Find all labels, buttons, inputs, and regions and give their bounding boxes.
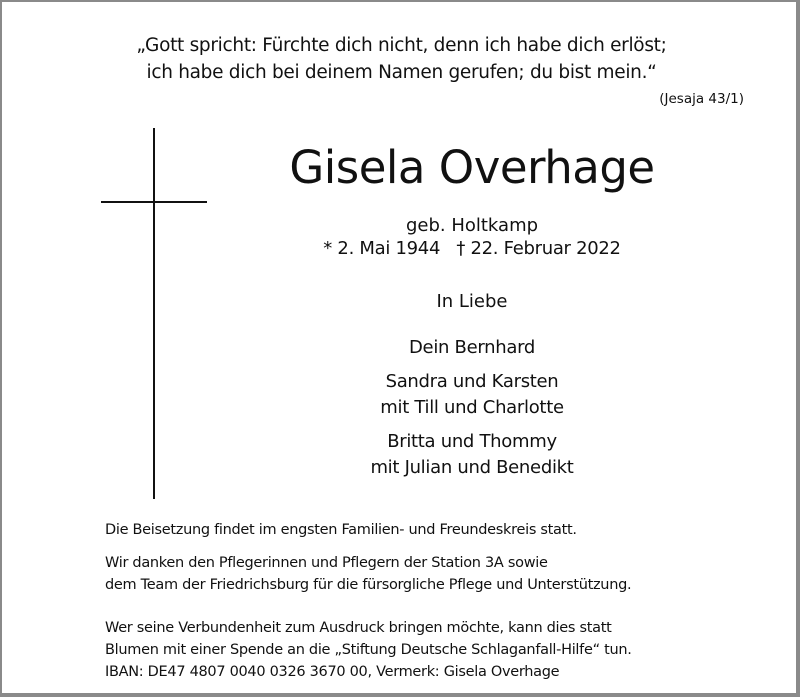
notice-line: Wer seine Verbundenheit zum Ausdruck bringen möchte, kann dies statt bbox=[105, 620, 612, 636]
life-dates: * 2. Mai 1944 † 22. Februar 2022 bbox=[323, 238, 621, 259]
funeral-notice bbox=[105, 519, 577, 541]
notice-line: Wir danken den Pflegerinnen und Pflegern der Station 3A sowie bbox=[105, 555, 548, 571]
bible-quote bbox=[89, 32, 714, 86]
mourner-line: Britta und Thommy bbox=[387, 431, 557, 452]
quote-line: ich habe dich bei deinem Namen gerufen; du bist mein.“ bbox=[146, 62, 657, 83]
birth-name: geb. Holtkamp bbox=[405, 215, 539, 236]
quote-line: „Gott spricht: Fürchte dich nicht, denn ich habe dich erlöst; bbox=[136, 35, 667, 56]
mourner-group bbox=[232, 429, 712, 481]
deceased-name: Gisela Overhage bbox=[289, 141, 655, 194]
in-love-label: In Liebe bbox=[436, 291, 508, 312]
cross-horizontal-bar bbox=[101, 201, 207, 203]
thanks-notice bbox=[105, 552, 631, 596]
mourner-line: mit Till und Charlotte bbox=[380, 397, 564, 418]
mourner-line: Dein Bernhard bbox=[408, 337, 536, 358]
mourner-line: Sandra und Karsten bbox=[385, 371, 559, 392]
notice-line: Die Beisetzung findet im engsten Familien- und Freundeskreis statt. bbox=[105, 522, 577, 538]
donation-notice bbox=[105, 617, 632, 683]
notice-line: dem Team der Friedrichsburg für die fürsorgliche Pflege und Unterstützung. bbox=[105, 577, 632, 593]
quote-source: (Jesaja 43/1) bbox=[659, 91, 744, 107]
mourner-line: mit Julian und Benedikt bbox=[370, 457, 574, 478]
mourner-group bbox=[232, 335, 712, 361]
cross-vertical-bar bbox=[153, 128, 155, 499]
notice-line: Blumen mit einer Spende an die „Stiftung Deutsche Schlaganfall-Hilfe“ tun. bbox=[105, 642, 632, 658]
notice-line: IBAN: DE47 4807 0040 0326 3670 00, Vermerk: Gisela Overhage bbox=[105, 664, 560, 680]
mourner-group bbox=[232, 369, 712, 421]
